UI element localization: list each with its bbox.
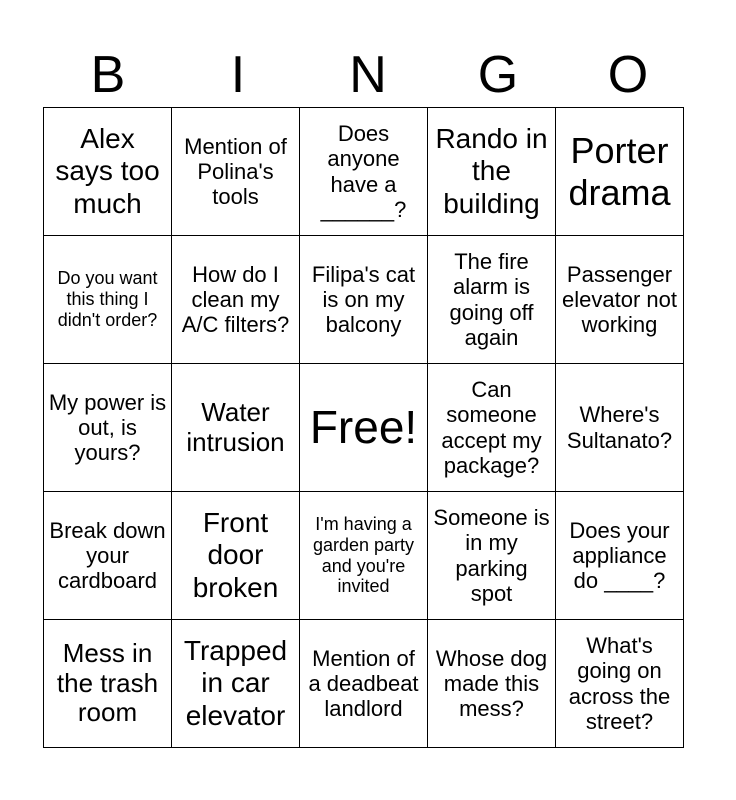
bingo-cell[interactable]: What's going on across the street? [556, 620, 684, 748]
bingo-board [43, 107, 684, 748]
board-row [44, 236, 684, 364]
bingo-cell[interactable]: Trapped in car elevator [172, 620, 300, 748]
header-letter-i: I [230, 46, 246, 104]
bingo-cell[interactable]: Water intrusion [172, 364, 300, 492]
bingo-cell[interactable]: Passenger elevator not working [556, 236, 684, 364]
bingo-header [43, 44, 693, 106]
board-row [44, 364, 684, 492]
bingo-cell[interactable]: Mention of a deadbeat landlord [300, 620, 428, 748]
bingo-cell[interactable]: Someone is in my parking spot [428, 492, 556, 620]
header-letter-o: O [607, 46, 649, 104]
bingo-cell[interactable]: Can someone accept my package? [428, 364, 556, 492]
header-letter-g: G [477, 46, 519, 104]
bingo-cell[interactable]: Rando in the building [428, 108, 556, 236]
bingo-cell[interactable]: My power is out, is yours? [44, 364, 172, 492]
bingo-cell[interactable]: Porter drama [556, 108, 684, 236]
bingo-cell[interactable]: Does anyone have a ______? [300, 108, 428, 236]
bingo-cell[interactable]: Front door broken [172, 492, 300, 620]
free-space-cell[interactable]: Free! [300, 364, 428, 492]
bingo-cell[interactable]: Break down your cardboard [44, 492, 172, 620]
header-letter-n: N [349, 46, 387, 104]
bingo-cell[interactable]: Do you want this thing I didn't order? [44, 236, 172, 364]
bingo-cell[interactable]: Mention of Polina's tools [172, 108, 300, 236]
board-row [44, 492, 684, 620]
bingo-cell[interactable]: Mess in the trash room [44, 620, 172, 748]
bingo-cell[interactable]: Filipa's cat is on my balcony [300, 236, 428, 364]
bingo-cell[interactable]: Where's Sultanato? [556, 364, 684, 492]
bingo-cell[interactable]: How do I clean my A/C filters? [172, 236, 300, 364]
bingo-cell[interactable]: The fire alarm is going off again [428, 236, 556, 364]
header-letter-b: B [90, 46, 126, 104]
bingo-cell[interactable]: Alex says too much [44, 108, 172, 236]
bingo-cell[interactable]: Does your appliance do ____? [556, 492, 684, 620]
bingo-cell[interactable]: Whose dog made this mess? [428, 620, 556, 748]
bingo-cell[interactable]: I'm having a garden party and you're invited [300, 492, 428, 620]
board-row [44, 620, 684, 748]
board-row [44, 108, 684, 236]
